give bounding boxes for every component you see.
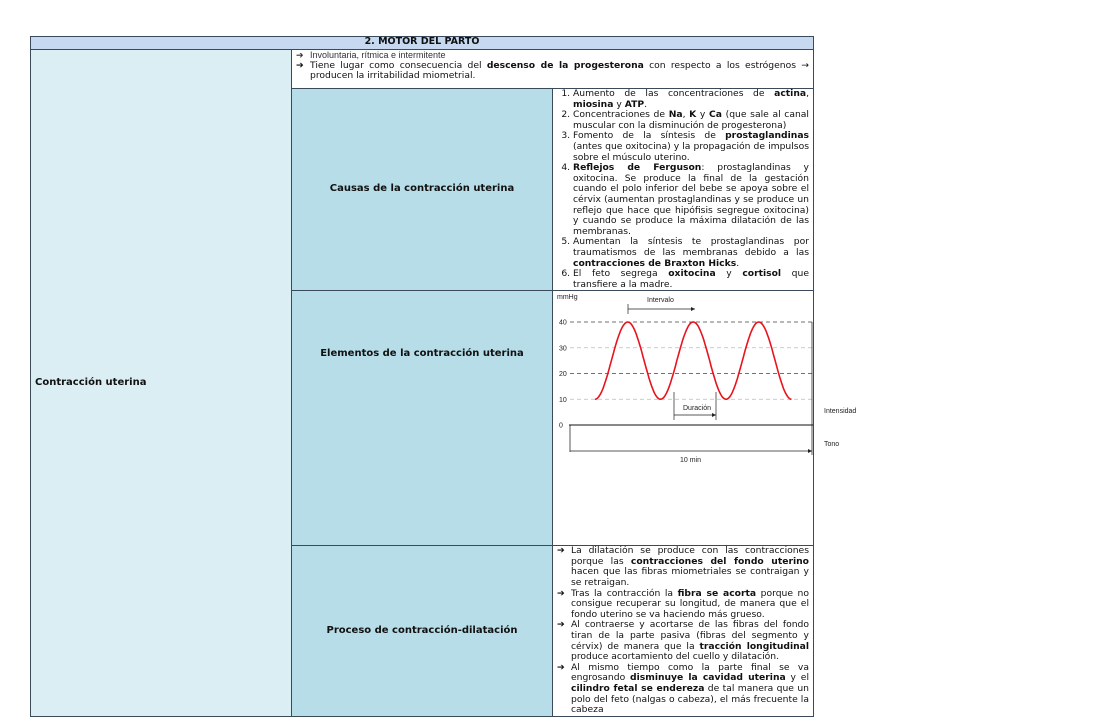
- text: Involuntaria, rítmica e intermitente: [310, 50, 446, 60]
- list-item: [573, 163, 809, 237]
- arrow-icon: ➔: [296, 59, 304, 71]
- bold-text: ATP: [624, 98, 645, 110]
- bold-text: actina: [774, 88, 807, 99]
- bold-text: Na: [668, 109, 683, 121]
- list-item: [573, 110, 809, 131]
- text: y el: [785, 672, 810, 684]
- total-time-arrow-head: [808, 449, 812, 453]
- arrow-icon: ➔: [557, 545, 565, 557]
- list-item: [555, 620, 809, 662]
- arrow-icon: ➔: [557, 619, 565, 631]
- list-item: [555, 546, 809, 588]
- text: (antes que oxitocina) y la propagación de impulsos sobre el músculo uterino.: [573, 140, 809, 163]
- bold-text: descenso de la progesterona: [486, 59, 644, 71]
- list-item: [573, 269, 809, 290]
- bold-text: miosina: [573, 98, 614, 110]
- text: ,: [806, 88, 809, 99]
- list-item: [555, 663, 809, 716]
- interval-label: Intervalo: [647, 297, 674, 305]
- bold-text: K: [689, 109, 697, 121]
- interval-arrow-head: [691, 307, 695, 311]
- y-axis-label: mmHg: [557, 294, 578, 302]
- text: hacen que las fibras miometriales se contraigan y se retraigan.: [571, 566, 809, 589]
- text: porque no consigue recuperar su longitud, de manera que el fondo uterino se va haciendo más grueso.: [571, 587, 810, 620]
- y-tick-label: 0: [559, 422, 563, 430]
- list-item: [573, 89, 809, 110]
- text: con respecto a los estrógenos → producen la irritabilidad miometrial.: [310, 59, 809, 82]
- proceso-label: Proceso de contracción-dilatación: [292, 546, 553, 717]
- bold-text: oxitocina: [668, 268, 716, 280]
- bold-text: Reflejos de Ferguson: [573, 162, 702, 174]
- text: : prostaglandinas y oxitocina. Se produce la final de la gestación cuando el polo inferior del bebe se apoya sobre el cérvix (aumentan prostaglandinas y se produce un reflejo que hace que hipófisis segregue oxitocina) y cuando se produce la máxima dilatación de las membranas.: [573, 162, 809, 237]
- table-title: 2. MOTOR DEL PARTO: [31, 37, 814, 50]
- y-tick-label: 20: [559, 371, 567, 379]
- intro-list: [294, 50, 809, 82]
- bold-text: cilindro fetal se endereza: [571, 683, 705, 694]
- text: ,: [682, 109, 690, 121]
- text: y: [696, 109, 710, 121]
- tone-label: Tono: [824, 441, 840, 449]
- elementos-label: Elementos de la contracción uterina: [292, 291, 553, 546]
- arrow-icon: ➔: [557, 587, 565, 599]
- list-item: [573, 237, 809, 269]
- text: El feto segrega: [573, 268, 669, 280]
- intensity-label: Intensidad: [824, 408, 857, 416]
- text: produce acortamiento del cuello y dilatación.: [571, 651, 779, 663]
- text: de tal manera que un polo del feto (nalgas o cabeza), el más frecuente la cabeza: [571, 683, 809, 716]
- text: Aumentan la síntesis te prostaglandinas por traumatismos de las membranas debido a las: [573, 236, 809, 258]
- causas-list: [557, 89, 809, 290]
- text: Concentraciones de: [573, 109, 669, 121]
- text: Tiene lugar como consecuencia del: [310, 59, 487, 71]
- text: Tras la contracción la: [571, 587, 678, 599]
- bold-text: contracciones del fondo uterino: [630, 555, 809, 567]
- bold-text: Ca: [709, 109, 722, 121]
- causas-label: Causas de la contracción uterina: [292, 89, 553, 291]
- y-tick-label: 40: [559, 319, 567, 327]
- total-time-label: 10 min: [680, 457, 702, 465]
- duration-label: Duración: [683, 405, 712, 413]
- arrow-icon: ➔: [557, 661, 565, 673]
- bold-text: fibra se acorta: [677, 587, 757, 599]
- bold-text: contracciones de Braxton Hicks: [573, 257, 737, 269]
- bold-text: cortisol: [742, 268, 782, 280]
- y-tick-label: 10: [559, 397, 567, 405]
- bold-text: disminuye la cavidad uterina: [630, 672, 786, 684]
- list-item: [573, 131, 809, 163]
- text: (que sale al canal muscular con la disminución de progesterona): [573, 109, 809, 131]
- list-item: [555, 589, 809, 621]
- text: Fomento de la síntesis de: [573, 130, 726, 142]
- text: La dilatación se produce con las contracciones porque las: [571, 545, 809, 567]
- y-tick-label: 30: [559, 345, 567, 353]
- text: .: [736, 257, 740, 269]
- motor-del-parto-table: [30, 36, 857, 717]
- pressure-curve: [595, 322, 792, 399]
- list-item: [294, 61, 809, 82]
- text: Al contraerse y acortarse de las fibras del fondo tiran de la parte pasiva (fibras del segmento y cérvix) de manera que la: [571, 619, 809, 652]
- text: .: [644, 98, 648, 110]
- contraction-chart: [553, 291, 1109, 545]
- bold-text: prostaglandinas: [725, 130, 809, 142]
- text: Aumento de las concentraciones de: [573, 88, 775, 99]
- duration-arrow-head: [712, 413, 716, 417]
- proceso-list: [555, 546, 809, 716]
- bold-text: tracción longitudinal: [699, 640, 809, 652]
- section-label: Contracción uterina: [31, 50, 292, 717]
- text: y: [715, 268, 743, 280]
- arrow-icon: ➔: [296, 50, 304, 60]
- text: que transfiere a la madre.: [573, 268, 809, 290]
- text: Al mismo tiempo como la parte final se va engrosando: [571, 661, 809, 684]
- text: y: [613, 98, 625, 110]
